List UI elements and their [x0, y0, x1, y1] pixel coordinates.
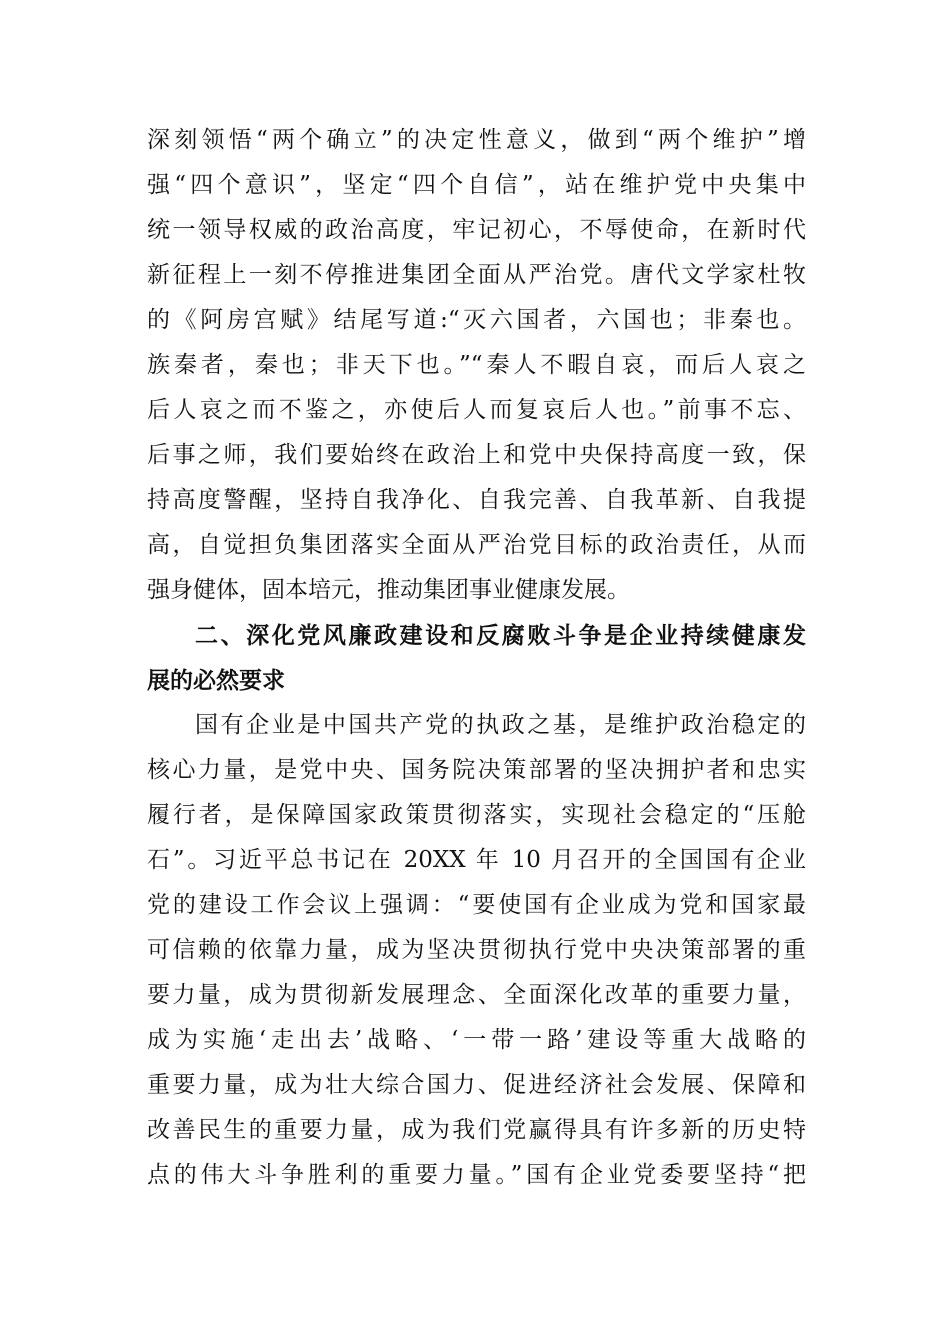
document-page — [147, 118, 806, 1198]
section-heading — [147, 613, 806, 703]
text-line: 后事之师，我们要始终在政治上和党中央保持高度一致，保 — [147, 442, 806, 468]
text-line: 重要力量，成为壮大综合国力、促进经济社会发展、保障和 — [147, 1072, 806, 1098]
text-line: 要力量，成为贯彻新发展理念、全面深化改革的重要力量， — [147, 982, 806, 1008]
text-line: 可信赖的依靠力量，成为坚决贯彻执行党中央决策部署的重 — [147, 937, 806, 963]
text-line: 持高度警醒，坚持自我净化、自我完善、自我革新、自我提 — [147, 487, 806, 513]
text-line: 党的建设工作会议上强调：“要使国有企业成为党和国家最 — [147, 892, 806, 918]
text-line: 强“四个意识”，坚定“四个自信”，站在维护党中央集中 — [147, 172, 806, 198]
text-line: 点的伟大斗争胜利的重要力量。”国有企业党委要坚持“把 — [147, 1162, 806, 1188]
text-line: 强身健体，固本培元，推动集团事业健康发展。 — [147, 577, 630, 603]
text-line: 成为实施‘走出去’战略、‘一带一路’建设等重大战略的 — [147, 1027, 806, 1053]
text-line: 新征程上一刻不停推进集团全面从严治党。唐代文学家杜牧 — [147, 262, 806, 288]
text-line: 履行者，是保障国家政策贯彻落实，实现社会稳定的“压舱 — [147, 802, 806, 828]
text-line: 后人哀之而不鉴之，亦使后人而复哀后人也。”前事不忘、 — [147, 397, 806, 423]
heading-line: 展的必然要求 — [147, 667, 285, 694]
text-line: 核心力量，是党中央、国务院决策部署的坚决拥护者和忠实 — [147, 757, 806, 783]
text-line: 深刻领悟“两个确立”的决定性意义，做到“两个维护”增 — [147, 127, 806, 153]
text-line: 的《阿房宫赋》结尾写道:“灭六国者，六国也；非秦也。 — [147, 307, 806, 333]
text-line: 石”。习近平总书记在 20XX 年 10 月召开的全国国有企业 — [147, 847, 806, 873]
text-line: 高，自觉担负集团落实全面从严治党目标的政治责任，从而 — [147, 532, 806, 558]
text-line: 统一领导权威的政治高度，牢记初心，不辱使命，在新时代 — [147, 217, 806, 243]
text-line: 族秦者，秦也；非天下也。”“秦人不暇自哀，而后人哀之 — [147, 352, 806, 378]
text-line: 改善民生的重要力量，成为我们党赢得具有许多新的历史特 — [147, 1117, 806, 1143]
paragraph-2 — [147, 703, 806, 1198]
heading-line: 二、深化党风廉政建设和反腐败斗争是企业持续健康发 — [195, 622, 806, 649]
text-line: 国有企业是中国共产党的执政之基，是维护政治稳定的 — [195, 712, 806, 738]
paragraph-1 — [147, 118, 806, 613]
